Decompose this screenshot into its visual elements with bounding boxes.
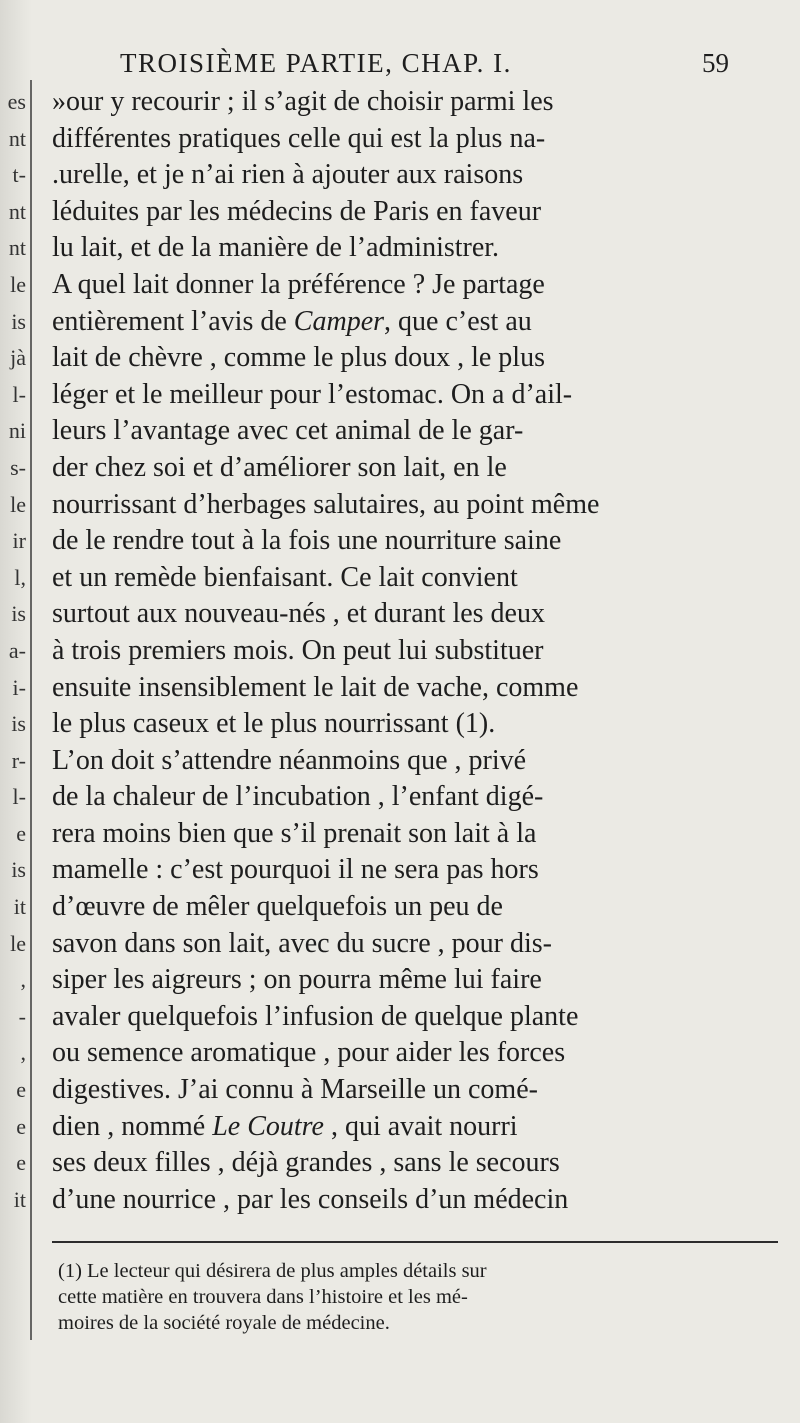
text-line: différentes pratiques celle qui est la plus na- bbox=[52, 122, 546, 154]
text-line: mamelle : c’est pourquoi il ne sera pas hors bbox=[52, 854, 539, 886]
text-line: entièrement l’avis de Camper, que c’est au bbox=[52, 305, 532, 337]
text-line: surtout aux nouveau-nés , et durant les deux bbox=[52, 598, 545, 630]
text-line: ensuite insensiblement le lait de vache, comme bbox=[52, 671, 579, 703]
margin-fragment: , bbox=[20, 1040, 26, 1066]
margin-fragment: ir bbox=[12, 528, 26, 554]
italic-name: Camper bbox=[293, 305, 385, 337]
margin-fragment: e bbox=[16, 1150, 26, 1176]
margin-fragment: le bbox=[10, 271, 26, 297]
text-line: digestives. J’ai connu à Marseille un comé- bbox=[52, 1074, 538, 1106]
footnote-line: moires de la société royale de médecine. bbox=[58, 1312, 390, 1334]
text-line: savon dans son lait, avec du sucre , pour dis- bbox=[52, 927, 552, 959]
text-line: ou semence aromatique , pour aider les forces bbox=[52, 1037, 566, 1069]
text-line: L’on doit s’attendre néanmoins que , privé bbox=[52, 744, 527, 776]
margin-fragment: l- bbox=[12, 784, 26, 810]
margin-fragment: es bbox=[7, 89, 26, 114]
text-line: avaler quelquefois l’infusion de quelque plante bbox=[52, 1000, 579, 1032]
page-edge-line bbox=[30, 80, 32, 1340]
margin-fragment: e bbox=[16, 1113, 26, 1139]
adjacent-page-fragments bbox=[0, 84, 26, 1218]
text-line: d’œuvre de mêler quelquefois un peu de bbox=[52, 891, 503, 923]
text-line: siper les aigreurs ; on pourra même lui faire bbox=[52, 964, 542, 996]
text-line: lait de chèvre , comme le plus doux , le plus bbox=[52, 342, 545, 374]
margin-fragment: e bbox=[16, 1077, 26, 1103]
margin-fragment: is bbox=[11, 711, 26, 737]
margin-fragment: , bbox=[20, 967, 26, 993]
margin-fragment: nt bbox=[8, 198, 26, 224]
margin-fragment: nt bbox=[8, 125, 26, 151]
text-line: leurs l’avantage avec cet animal de le gar- bbox=[52, 415, 524, 447]
margin-fragment: is bbox=[11, 308, 26, 334]
margin-fragment: a- bbox=[8, 637, 26, 663]
text-line: »our y recourir ; il s’agit de choisir parmi les bbox=[52, 86, 554, 117]
margin-fragment: le bbox=[10, 930, 26, 956]
margin-fragment: - bbox=[18, 1003, 26, 1029]
margin-fragment: r- bbox=[11, 747, 26, 773]
margin-fragment: is bbox=[11, 601, 26, 627]
margin-fragment: i- bbox=[12, 674, 26, 700]
margin-fragment: is bbox=[11, 857, 26, 883]
text-line: le plus caseux et le plus nourrissant (1). bbox=[52, 708, 496, 740]
text-line: .urelle, et je n’ai rien à ajouter aux raisons bbox=[52, 159, 524, 191]
margin-fragment: le bbox=[10, 491, 26, 517]
italic-name: Le Coutre bbox=[212, 1110, 324, 1142]
footnote-line: (1) Le lecteur qui désirera de plus amples détails sur bbox=[58, 1260, 487, 1282]
text-line: léduites par les médecins de Paris en faveur bbox=[52, 195, 542, 227]
running-head: TROISIÈME PARTIE, CHAP. I. bbox=[120, 48, 512, 78]
margin-fragment: s- bbox=[10, 454, 26, 480]
footnote bbox=[58, 1258, 778, 1336]
margin-fragment: nt bbox=[8, 235, 26, 261]
text-line: à trois premiers mois. On peut lui substituer bbox=[52, 634, 544, 666]
text-line: de la chaleur de l’incubation , l’enfant digé- bbox=[52, 781, 544, 813]
text-line: d’une nourrice , par les conseils d’un médecin bbox=[52, 1183, 569, 1215]
text-line: A quel lait donner la préférence ? Je partage bbox=[52, 268, 545, 300]
text-line: léger et le meilleur pour l’estomac. On a d’ail- bbox=[52, 378, 573, 410]
text-line: dien , nommé Le Coutre , qui avait nourri bbox=[52, 1110, 518, 1142]
footnote-line: cette matière en trouvera dans l’histoire et les mé- bbox=[58, 1286, 468, 1308]
margin-fragment: e bbox=[16, 820, 26, 846]
margin-fragment: it bbox=[13, 1186, 26, 1212]
margin-fragment: t- bbox=[12, 162, 26, 188]
binding-gutter bbox=[0, 0, 32, 1423]
margin-fragment: ni bbox=[8, 418, 26, 444]
text-line: ses deux filles , déjà grandes , sans le secours bbox=[52, 1147, 560, 1179]
margin-fragment: jà bbox=[10, 345, 26, 371]
margin-fragment: l- bbox=[12, 381, 26, 407]
footnote-divider bbox=[52, 1241, 778, 1243]
text-line: rera moins bien que s’il prenait son lait à la bbox=[52, 817, 537, 849]
page-number: 59 bbox=[702, 48, 729, 78]
text-line: lu lait, et de la manière de l’administrer. bbox=[52, 232, 500, 264]
margin-fragment: l, bbox=[14, 564, 26, 590]
margin-fragment: it bbox=[13, 894, 26, 920]
text-line: et un remède bienfaisant. Ce lait convient bbox=[52, 561, 518, 593]
text-line: der chez soi et d’améliorer son lait, en le bbox=[52, 451, 507, 483]
text-line: de le rendre tout à la fois une nourriture saine bbox=[52, 525, 562, 557]
page-header bbox=[0, 48, 800, 88]
text-line: nourrissant d’herbages salutaires, au point même bbox=[52, 488, 600, 520]
body-text bbox=[52, 84, 778, 1218]
